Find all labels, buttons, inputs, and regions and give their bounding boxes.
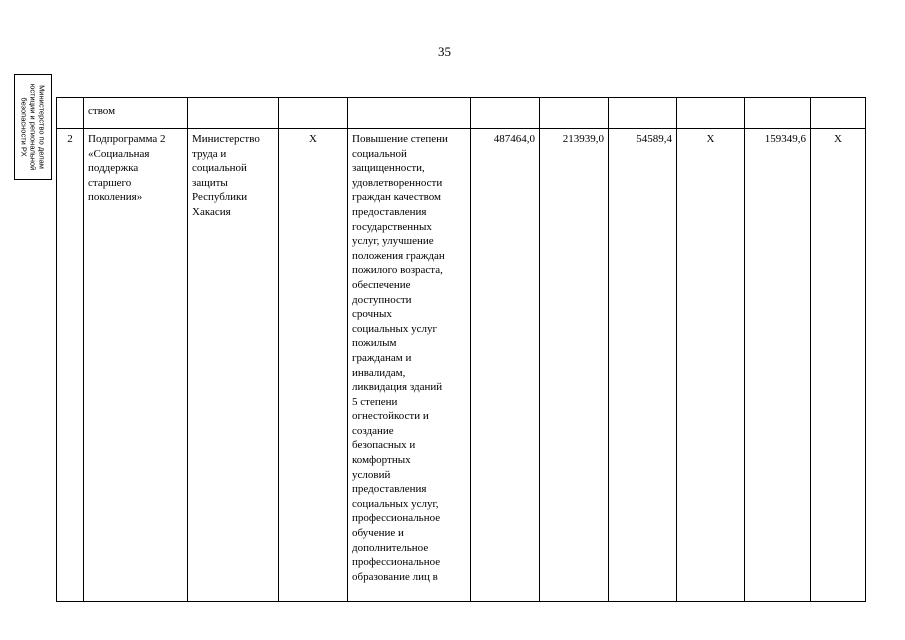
goal-line: предоставления [352,483,427,496]
goal-line: услуг, улучшение [352,235,434,248]
goal-line: создание [352,424,394,437]
executor [188,129,279,602]
goal-line: ликвидация зданий [352,381,443,394]
table-cell [57,98,84,129]
continuation-text: ством [84,98,188,129]
goal-line: комфортных [352,454,411,467]
name-line: поддержка [88,162,139,175]
goal-description [348,129,471,602]
stamp-line: безопасности РХ [19,97,29,157]
stamp-line: Министерство по делам [37,85,47,169]
goal-line: безопасных и [352,439,416,452]
goal-line: предоставления [352,205,427,218]
executor-line: Республики [192,191,248,204]
table-cell [471,98,540,129]
goal-line: положения граждан [352,249,445,262]
goal-line: удовлетворенности [352,176,443,189]
name-line: «Социальная [88,147,150,160]
goal-line: граждан качеством [352,191,441,204]
goal-line: пожилого возраста, [352,264,443,277]
registration-stamp [14,74,52,180]
goal-line: инвалидам, [352,366,406,379]
table-cell [745,98,811,129]
goal-line: доступности [352,293,412,306]
table-cell [188,98,279,129]
goal-line: обеспечение [352,278,411,291]
goal-line: защищенности, [352,162,425,175]
x-mark-cell: Х [811,129,866,602]
table-row [57,129,866,602]
stamp-line: юстиции и региональной [28,83,38,171]
executor-line: труда и [192,147,227,160]
goal-line: срочных [352,308,392,321]
amount-1: 213939,0 [540,129,609,602]
goal-line: огнестойкости и [352,410,429,423]
goal-line: дополнительное [352,541,429,554]
goal-line: Повышение степени [352,133,448,145]
table-cell [677,98,745,129]
goal-line: условий [352,468,391,481]
table-cell [540,98,609,129]
goal-line: пожилым [352,337,397,350]
table-cell [348,98,471,129]
stamp-text [20,75,47,179]
goal-line: профессиональное [352,556,441,569]
amount-3: 159349,6 [745,129,811,602]
goal-line: социальных услуг, [352,497,439,510]
goal-line: профессиональное [352,512,441,525]
executor-line: социальной [192,162,247,175]
continuation-row [57,98,866,129]
name-line: поколения» [88,191,143,204]
x-mark-cell: Х [677,129,745,602]
executor-line: защиты [192,176,228,189]
goal-line: социальных услуг [352,322,438,335]
goal-line: 5 степени [352,395,398,408]
goal-line: социальной [352,147,407,160]
executor-line: Хакасия [192,205,231,218]
goal-line: образование лиц в [352,570,438,583]
row-number: 2 [57,129,84,602]
amount-2: 54589,4 [609,129,677,602]
program-table [56,97,866,602]
table-cell [279,98,348,129]
goal-line: обучение и [352,527,404,540]
subprogram-name [84,129,188,602]
x-mark-cell: Х [279,129,348,602]
goal-line: гражданам и [352,351,412,364]
page-number: 35 [438,44,451,59]
table-cell [811,98,866,129]
total-amount: 487464,0 [471,129,540,602]
name-line: старшего [88,176,132,189]
goal-line: государственных [352,220,432,233]
executor-line: Министерство [192,133,260,145]
table-cell [609,98,677,129]
name-line: Подпрограмма 2 [88,133,166,145]
